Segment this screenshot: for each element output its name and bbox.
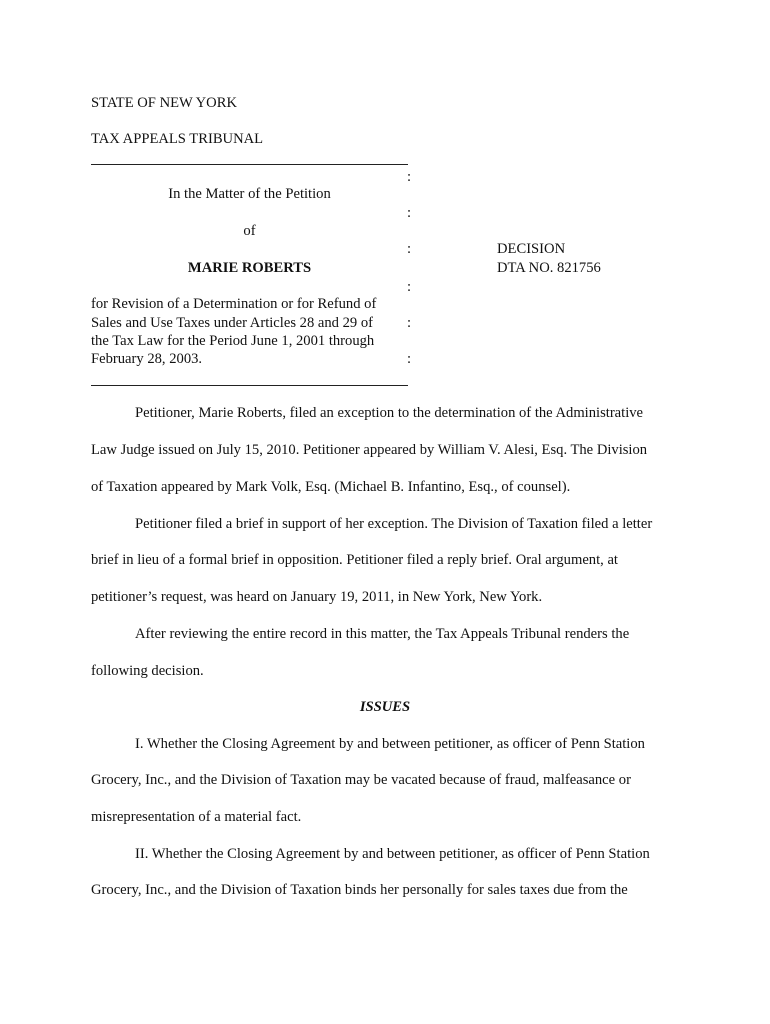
issue-line: I. Whether the Closing Agreement by and between petitioner, as officer of Penn Station: [135, 736, 645, 752]
issue-line: misrepresentation of a material fact.: [91, 809, 302, 825]
issues-heading: ISSUES: [359, 699, 411, 715]
caption-top-rule: [91, 164, 408, 165]
issue-line: Grocery, Inc., and the Division of Taxation may be vacated because of fraud, malfeasance or: [91, 772, 631, 788]
caption-colon: :: [407, 169, 412, 185]
tribunal-heading: TAX APPEALS TRIBUNAL: [91, 131, 264, 147]
purpose-line: Sales and Use Taxes under Articles 28 and 29 of: [91, 315, 374, 331]
body-line: following decision.: [91, 663, 204, 679]
body-line: petitioner’s request, was heard on January 19, 2011, in New York, New York.: [91, 589, 543, 605]
decision-label: DECISION: [497, 241, 566, 257]
purpose-line: for Revision of a Determination or for Refund of: [91, 296, 377, 312]
caption-bottom-rule: [91, 385, 408, 386]
body-line: brief in lieu of a formal brief in opposition. Petitioner filed a reply brief. Oral argument, at: [91, 552, 618, 568]
of-line: of: [243, 223, 256, 239]
matter-line: In the Matter of the Petition: [168, 186, 331, 202]
body-line: Petitioner, Marie Roberts, filed an exception to the determination of the Administrative: [135, 405, 644, 421]
state-heading: STATE OF NEW YORK: [91, 95, 237, 111]
purpose-line: February 28, 2003.: [91, 351, 203, 367]
body-line: of Taxation appeared by Mark Volk, Esq. (Michael B. Infantino, Esq., of counsel).: [91, 479, 571, 495]
caption-colon: :: [407, 351, 412, 367]
purpose-line: the Tax Law for the Period June 1, 2001 through: [91, 333, 375, 349]
body-line: Petitioner filed a brief in support of her exception. The Division of Taxation filed a letter: [135, 516, 653, 532]
caption-colon: :: [407, 315, 412, 331]
issue-line: II. Whether the Closing Agreement by and between petitioner, as officer of Penn Station: [135, 846, 650, 862]
body-line: After reviewing the entire record in this matter, the Tax Appeals Tribunal renders the: [135, 626, 630, 642]
caption-colon: :: [407, 279, 412, 295]
dta-number: DTA NO. 821756: [497, 260, 601, 276]
issue-line: Grocery, Inc., and the Division of Taxation binds her personally for sales taxes due from the: [91, 882, 628, 898]
caption-colon: :: [407, 241, 412, 257]
caption-colon: :: [407, 205, 412, 221]
petitioner-name: MARIE ROBERTS: [187, 260, 312, 276]
body-line: Law Judge issued on July 15, 2010. Petitioner appeared by William V. Alesi, Esq. The Division: [91, 442, 648, 458]
